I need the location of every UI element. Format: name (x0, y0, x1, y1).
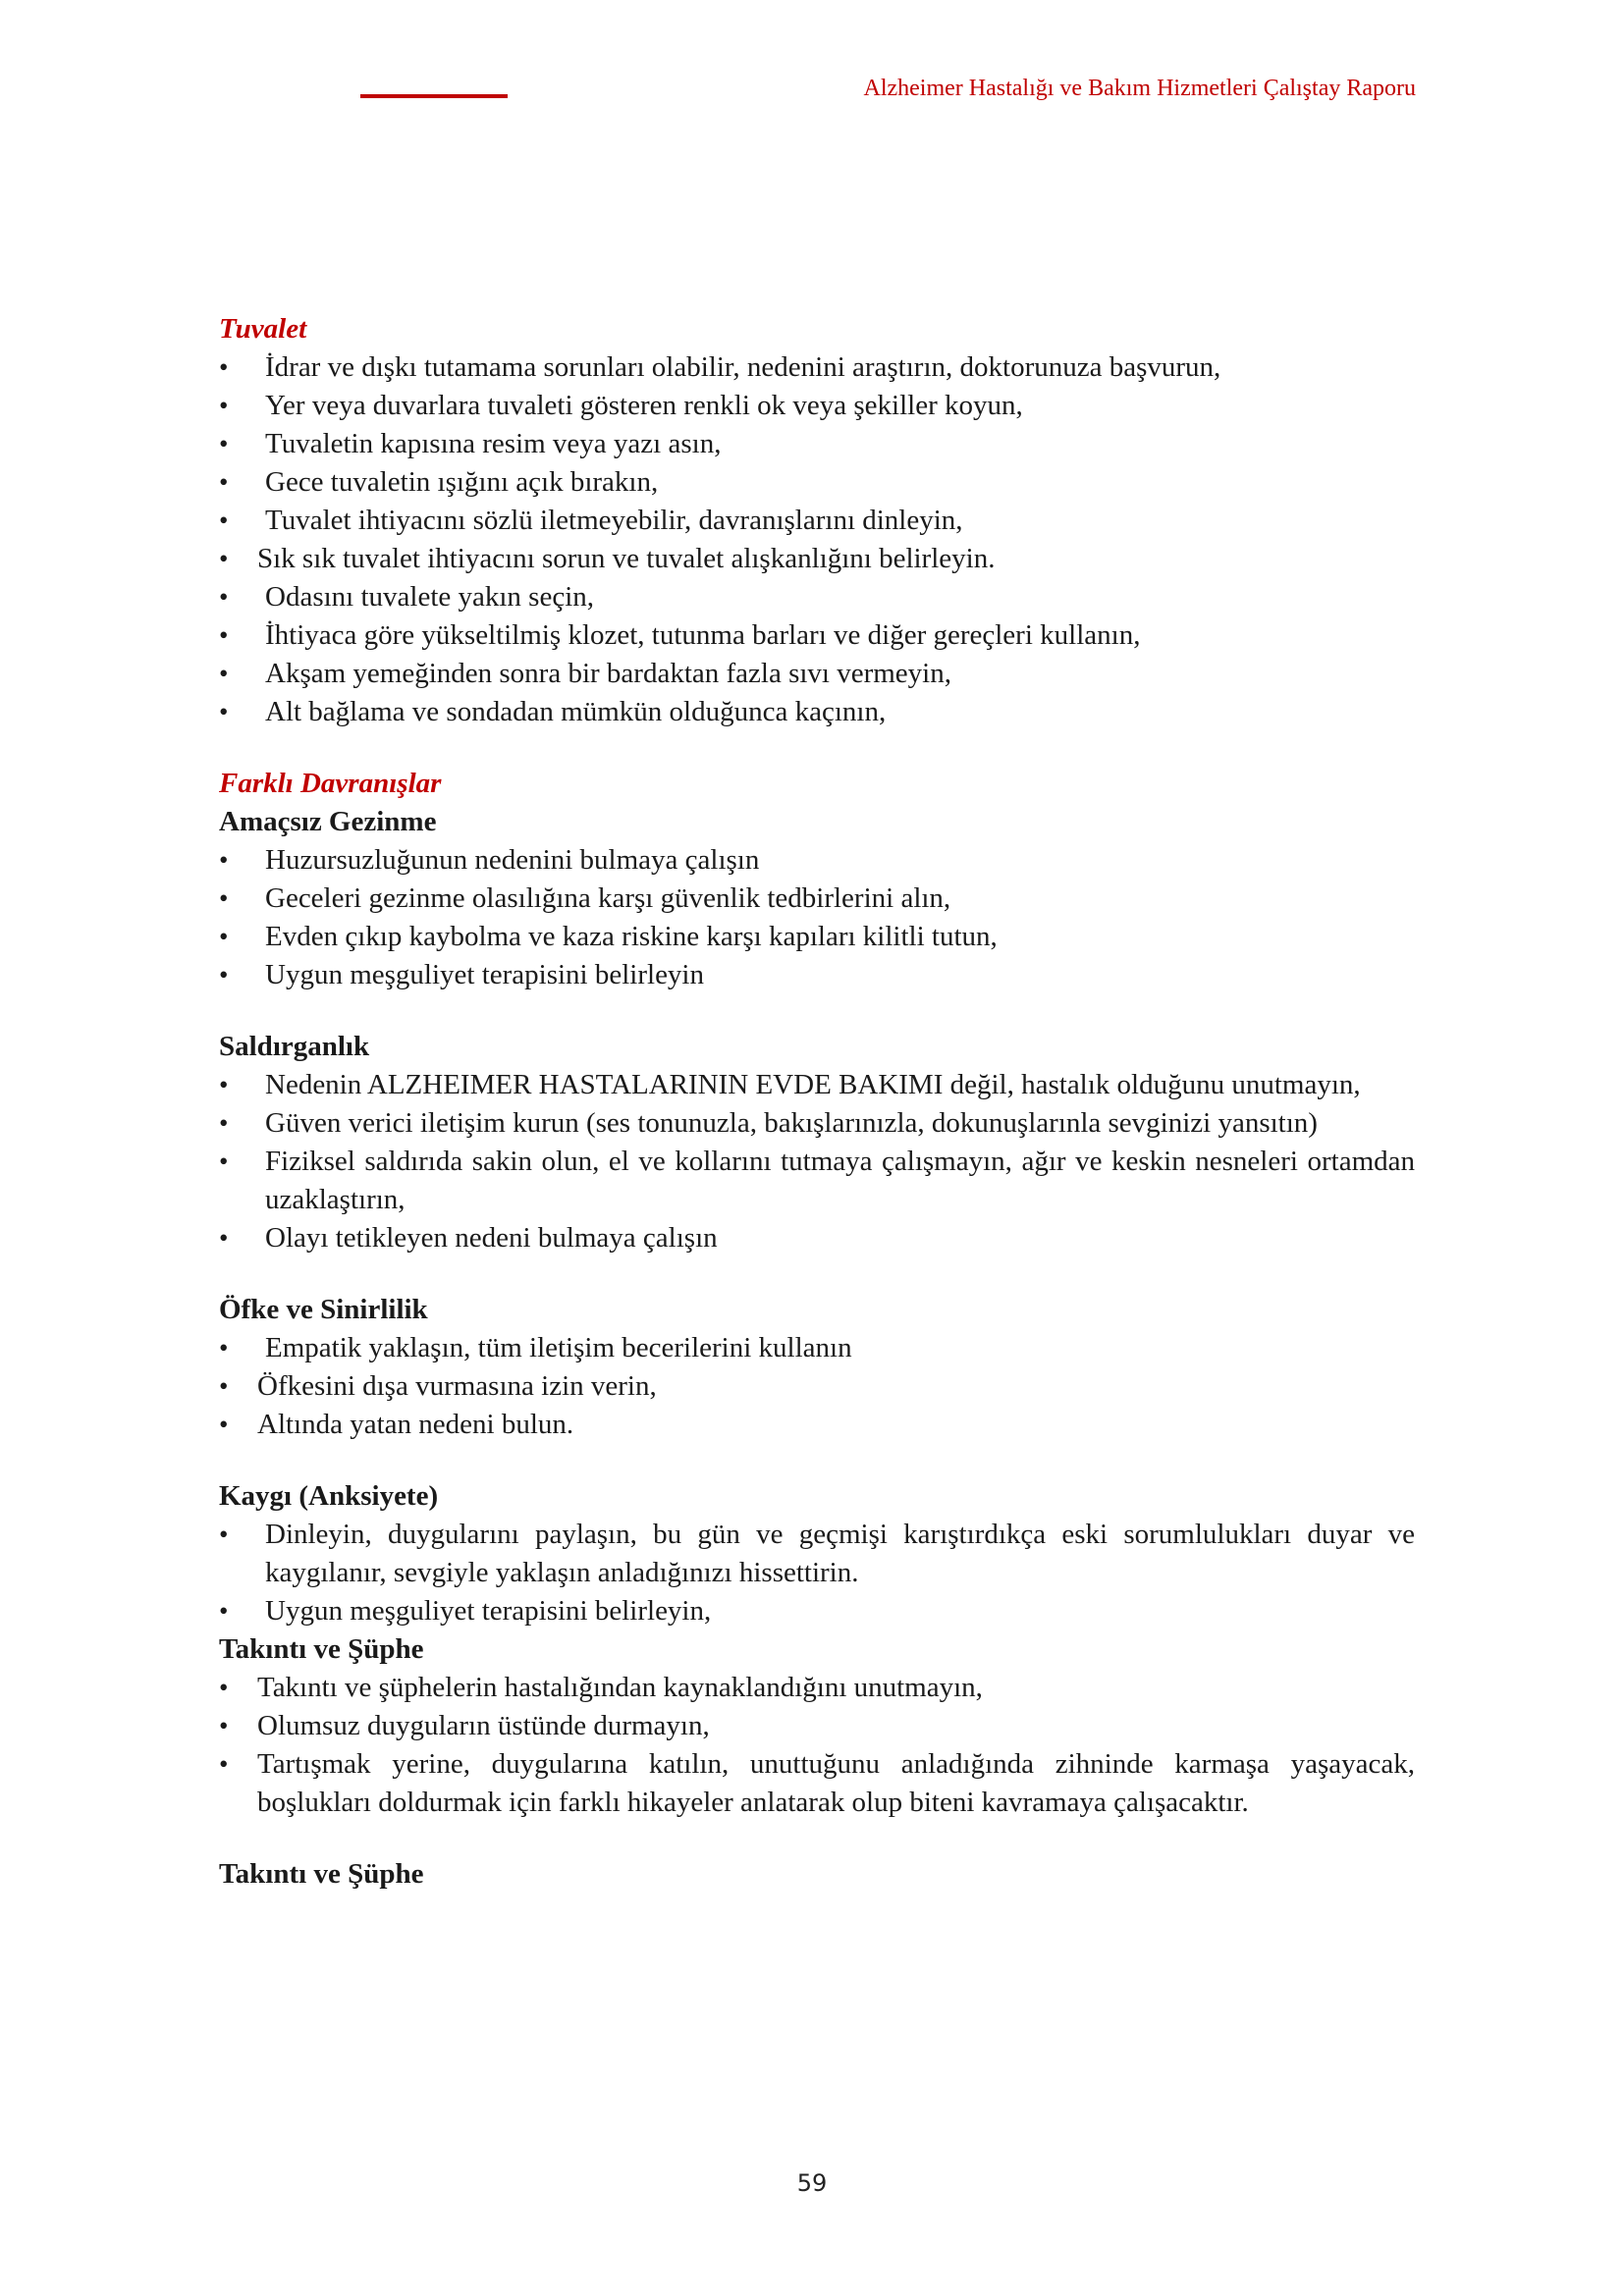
subsection-title-saldirganlik: Saldırganlık (219, 1031, 370, 1062)
running-header-title: Alzheimer Hastalığı ve Bakım Hizmetleri Çalıştay Raporu (863, 76, 1416, 101)
saldirganlik-list (219, 1066, 1415, 1257)
list-item: • İdrar ve dışkı tutamama sorunları olabilir, nedenini araştırın, doktorunuza başvurun, (219, 348, 1415, 387)
takinti-list (219, 1669, 1415, 1822)
list-item: • Tuvalet ihtiyacını sözlü iletmeyebilir, davranışlarını dinleyin, (219, 502, 1415, 540)
list-item: • Tuvaletin kapısına resim veya yazı asın, (219, 425, 1415, 463)
header-accent-rule (360, 94, 508, 98)
kaygi-list (219, 1516, 1415, 1630)
list-item: • Altında yatan nedeni bulun. (219, 1406, 1415, 1444)
list-item: • İhtiyaca göre yükseltilmiş klozet, tutunma barları ve diğer gereçleri kullanın, (219, 616, 1415, 655)
list-item: • Empatik yaklaşın, tüm iletişim becerilerini kullanın (219, 1329, 1415, 1367)
tuvalet-list (219, 348, 1415, 731)
list-item: • Uygun meşguliyet terapisini belirleyin, (219, 1592, 1415, 1630)
page-content (219, 310, 1415, 1894)
list-item: • Gece tuvaletin ışığını açık bırakın, (219, 463, 1415, 502)
ofke-list (219, 1329, 1415, 1444)
list-item: • Takıntı ve şüphelerin hastalığından kaynaklandığını unutmayın, (219, 1669, 1415, 1707)
list-item: • Evden çıkıp kaybolma ve kaza riskine karşı kapıları kilitli tutun, (219, 918, 1415, 956)
page-number: 59 (796, 2169, 828, 2197)
list-item: • Dinleyin, duygularını paylaşın, bu gün ve geçmişi karıştırdıkça eski sorumlulukları duyar ve kaygılanır, sevgiyle yaklaşın anladığınızı hissettirin. (219, 1516, 1415, 1592)
list-item: • Nedenin ALZHEIMER HASTALARININ EVDE BAKIMI değil, hastalık olduğunu unutmayın, (219, 1066, 1415, 1104)
list-item: • Güven verici iletişim kurun (ses tonunuzla, bakışlarınızla, dokunuşlarınla sevginizi yansıtın) (219, 1104, 1415, 1143)
subsection-title-ofke: Öfke ve Sinirlilik (219, 1294, 428, 1325)
list-item: • Geceleri gezinme olasılığına karşı güvenlik tedbirlerini alın, (219, 880, 1415, 918)
list-item: • Olayı tetikleyen nedeni bulmaya çalışın (219, 1219, 1415, 1257)
subsection-title-kaygi: Kaygı (Anksiyete) (219, 1480, 439, 1512)
subsection-title-gezinme: Amaçsız Gezinme (219, 806, 437, 837)
list-item: • Huzursuzluğunun nedenini bulmaya çalışın (219, 841, 1415, 880)
list-item: • Tartışmak yerine, duygularına katılın, unuttuğunu anladığında zihninde karmaşa yaşayacak, boşlukları doldurmak için farklı hikayeler anlatarak olup biteni kavramaya çalışacaktır. (219, 1745, 1415, 1822)
list-item: • Olumsuz duyguların üstünde durmayın, (219, 1707, 1415, 1745)
list-item: • Fiziksel saldırıda sakin olun, el ve kollarını tutmaya çalışmayın, ağır ve keskin nesneleri ortamdan uzaklaştırın, (219, 1143, 1415, 1219)
list-item: • Öfkesini dışa vurmasına izin verin, (219, 1367, 1415, 1406)
list-item: • Akşam yemeğinden sonra bir bardaktan fazla sıvı vermeyin, (219, 655, 1415, 693)
subsection-title-takinti: Takıntı ve Şüphe (219, 1633, 424, 1665)
list-item: • Uygun meşguliyet terapisini belirleyin (219, 956, 1415, 994)
list-item: • Alt bağlama ve sondadan mümkün olduğunca kaçının, (219, 693, 1415, 731)
section-title-tuvalet: Tuvalet (219, 313, 307, 345)
list-item: • Odasını tuvalete yakın seçin, (219, 578, 1415, 616)
section-title-farkli-davranislar: Farklı Davranışlar (219, 768, 442, 799)
gezinme-list (219, 841, 1415, 994)
list-item: • Sık sık tuvalet ihtiyacını sorun ve tuvalet alışkanlığını belirleyin. (219, 540, 1415, 578)
subsection-title-takinti-repeat: Takıntı ve Şüphe (219, 1858, 424, 1890)
list-item: • Yer veya duvarlara tuvaleti gösteren renkli ok veya şekiller koyun, (219, 387, 1415, 425)
